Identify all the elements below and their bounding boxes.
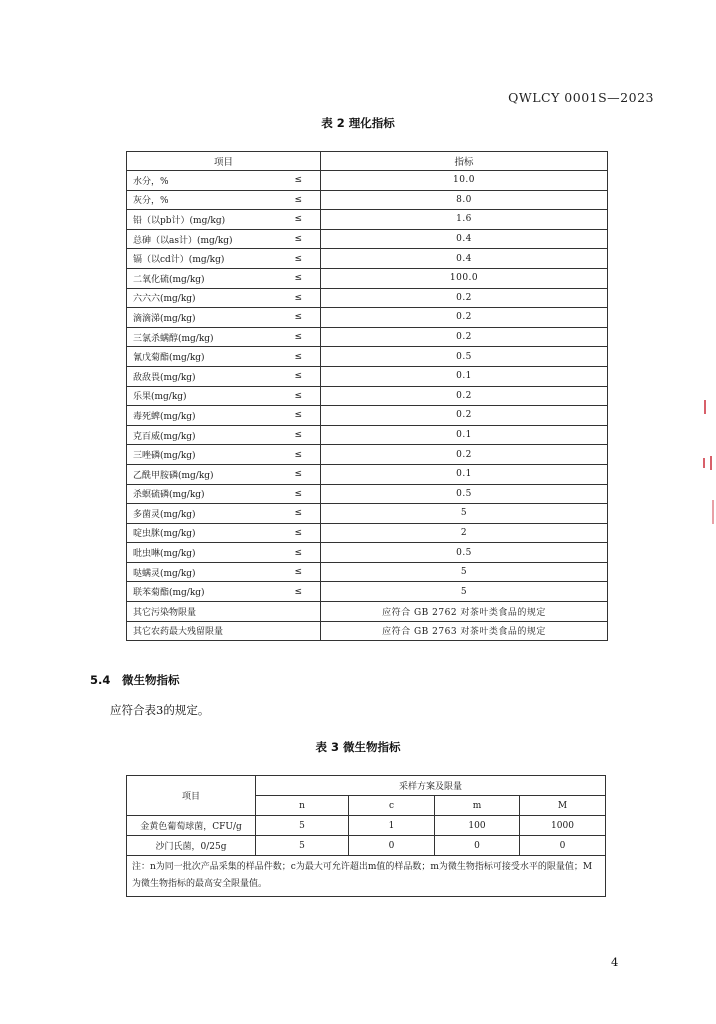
row-value: 5 bbox=[321, 504, 608, 524]
section-number: 5.4 bbox=[90, 673, 111, 687]
row-operator: ≤ bbox=[277, 504, 321, 524]
row-operator: ≤ bbox=[277, 366, 321, 386]
table-row bbox=[127, 268, 608, 288]
row-value: 10.0 bbox=[321, 171, 608, 191]
row-operator: ≤ bbox=[277, 543, 321, 563]
microbiological-table bbox=[126, 775, 606, 897]
row-item: 吡虫啉(mg/kg) bbox=[127, 543, 277, 563]
row-operator: ≤ bbox=[277, 327, 321, 347]
row-item: 氰戊菊酯(mg/kg) bbox=[127, 347, 277, 367]
row-operator: ≤ bbox=[277, 171, 321, 191]
row-value: 0.2 bbox=[321, 288, 608, 308]
physicochemical-table bbox=[126, 151, 608, 641]
row-value: 0.5 bbox=[321, 484, 608, 504]
margin-mark bbox=[703, 458, 705, 468]
row-value-M: 0 bbox=[520, 836, 606, 856]
row-value: 0.2 bbox=[321, 386, 608, 406]
table-row bbox=[127, 504, 608, 524]
row-item: 灰分，% bbox=[127, 190, 277, 210]
row-operator: ≤ bbox=[277, 406, 321, 426]
row-item: 其它污染物限量 bbox=[127, 602, 321, 622]
table-row bbox=[127, 621, 608, 641]
row-value-c: 0 bbox=[349, 836, 435, 856]
column-header-indicator: 指标 bbox=[321, 152, 608, 171]
row-operator: ≤ bbox=[277, 464, 321, 484]
row-value: 8.0 bbox=[321, 190, 608, 210]
row-value: 0.1 bbox=[321, 366, 608, 386]
row-value: 5 bbox=[321, 582, 608, 602]
section-heading bbox=[90, 672, 180, 688]
row-item: 滴滴涕(mg/kg) bbox=[127, 308, 277, 328]
row-value: 0.2 bbox=[321, 327, 608, 347]
row-operator: ≤ bbox=[277, 249, 321, 269]
row-item: 沙门氏菌，0/25g bbox=[127, 836, 256, 856]
table-row bbox=[127, 543, 608, 563]
row-operator: ≤ bbox=[277, 268, 321, 288]
table-2-caption: 表 2 理化指标 bbox=[321, 116, 395, 130]
row-operator: ≤ bbox=[277, 582, 321, 602]
section-body: 应符合表3的规定。 bbox=[110, 703, 210, 717]
table-header-row bbox=[127, 152, 608, 171]
table-row bbox=[127, 523, 608, 543]
table-row bbox=[127, 366, 608, 386]
row-item: 乐果(mg/kg) bbox=[127, 386, 277, 406]
row-item: 三氯杀螨醇(mg/kg) bbox=[127, 327, 277, 347]
row-value: 1.6 bbox=[321, 210, 608, 230]
row-value: 应符合 GB 2762 对茶叶类食品的规定 bbox=[321, 602, 608, 622]
row-item: 六六六(mg/kg) bbox=[127, 288, 277, 308]
row-item: 三唑磷(mg/kg) bbox=[127, 445, 277, 465]
margin-mark bbox=[710, 456, 712, 470]
table-row bbox=[127, 171, 608, 191]
row-value-c: 1 bbox=[349, 816, 435, 836]
column-header-item: 项目 bbox=[127, 152, 321, 171]
row-value: 0.1 bbox=[321, 425, 608, 445]
row-operator: ≤ bbox=[277, 308, 321, 328]
row-operator: ≤ bbox=[277, 445, 321, 465]
row-value: 0.2 bbox=[321, 445, 608, 465]
subheader-m: m bbox=[435, 796, 520, 816]
row-item: 总砷（以as计）(mg/kg) bbox=[127, 229, 277, 249]
row-operator: ≤ bbox=[277, 229, 321, 249]
table-3-caption: 表 3 微生物指标 bbox=[315, 740, 401, 754]
row-value-m: 100 bbox=[435, 816, 520, 836]
row-operator: ≤ bbox=[277, 288, 321, 308]
table-row bbox=[127, 582, 608, 602]
table-row bbox=[127, 836, 606, 856]
margin-mark bbox=[704, 400, 706, 414]
table-row bbox=[127, 562, 608, 582]
row-operator: ≤ bbox=[277, 386, 321, 406]
subheader-M: M bbox=[520, 796, 606, 816]
row-item: 克百威(mg/kg) bbox=[127, 425, 277, 445]
table-note-row bbox=[127, 856, 606, 897]
table-row bbox=[127, 288, 608, 308]
table-header-row bbox=[127, 776, 606, 796]
table-row bbox=[127, 308, 608, 328]
row-value: 0.4 bbox=[321, 229, 608, 249]
row-operator: ≤ bbox=[277, 347, 321, 367]
row-operator: ≤ bbox=[277, 425, 321, 445]
row-operator: ≤ bbox=[277, 484, 321, 504]
row-item: 二氧化硫(mg/kg) bbox=[127, 268, 277, 288]
row-value: 2 bbox=[321, 523, 608, 543]
row-item: 杀螟硫磷(mg/kg) bbox=[127, 484, 277, 504]
table-row bbox=[127, 406, 608, 426]
row-item: 联苯菊酯(mg/kg) bbox=[127, 582, 277, 602]
row-value: 0.5 bbox=[321, 347, 608, 367]
table-row bbox=[127, 602, 608, 622]
row-value: 5 bbox=[321, 562, 608, 582]
document-code: QWLCY 0001S—2023 bbox=[508, 90, 654, 105]
page-number: 4 bbox=[611, 955, 619, 969]
row-operator: ≤ bbox=[277, 562, 321, 582]
row-value: 0.4 bbox=[321, 249, 608, 269]
row-item: 乙酰甲胺磷(mg/kg) bbox=[127, 464, 277, 484]
row-item: 金黄色葡萄球菌，CFU/g bbox=[127, 816, 256, 836]
table-row bbox=[127, 464, 608, 484]
table-row bbox=[127, 190, 608, 210]
table-row bbox=[127, 445, 608, 465]
row-value: 100.0 bbox=[321, 268, 608, 288]
table-row bbox=[127, 484, 608, 504]
row-value-m: 0 bbox=[435, 836, 520, 856]
row-value-n: 5 bbox=[256, 816, 349, 836]
row-item: 敌敌畏(mg/kg) bbox=[127, 366, 277, 386]
row-item: 啶虫脒(mg/kg) bbox=[127, 523, 277, 543]
row-value: 0.2 bbox=[321, 308, 608, 328]
subheader-n: n bbox=[256, 796, 349, 816]
row-value: 0.2 bbox=[321, 406, 608, 426]
row-item: 水分，% bbox=[127, 171, 277, 191]
row-value: 0.1 bbox=[321, 464, 608, 484]
row-operator: ≤ bbox=[277, 190, 321, 210]
table-row bbox=[127, 425, 608, 445]
row-item: 其它农药最大残留限量 bbox=[127, 621, 321, 641]
column-header-plan: 采样方案及限量 bbox=[256, 776, 606, 796]
table-row bbox=[127, 229, 608, 249]
section-title: 微生物指标 bbox=[122, 673, 180, 687]
row-item: 铅（以pb计）(mg/kg) bbox=[127, 210, 277, 230]
table-row bbox=[127, 347, 608, 367]
table-row bbox=[127, 816, 606, 836]
row-value-M: 1000 bbox=[520, 816, 606, 836]
row-item: 镉（以cd计）(mg/kg) bbox=[127, 249, 277, 269]
row-item: 哒螨灵(mg/kg) bbox=[127, 562, 277, 582]
table-row bbox=[127, 327, 608, 347]
table-row bbox=[127, 210, 608, 230]
row-item: 多菌灵(mg/kg) bbox=[127, 504, 277, 524]
table-note: 注：n为同一批次产品采集的样品件数；c为最大可允许超出m值的样品数；m为微生物指标可接受水平的限量值；M为微生物指标的最高安全限量值。 bbox=[127, 856, 606, 897]
margin-mark bbox=[712, 500, 714, 524]
table-row bbox=[127, 249, 608, 269]
subheader-c: c bbox=[349, 796, 435, 816]
row-operator: ≤ bbox=[277, 523, 321, 543]
row-value: 应符合 GB 2763 对茶叶类食品的规定 bbox=[321, 621, 608, 641]
row-value-n: 5 bbox=[256, 836, 349, 856]
row-operator: ≤ bbox=[277, 210, 321, 230]
table-row bbox=[127, 386, 608, 406]
row-value: 0.5 bbox=[321, 543, 608, 563]
column-header-item: 项目 bbox=[127, 776, 256, 816]
row-item: 毒死蜱(mg/kg) bbox=[127, 406, 277, 426]
